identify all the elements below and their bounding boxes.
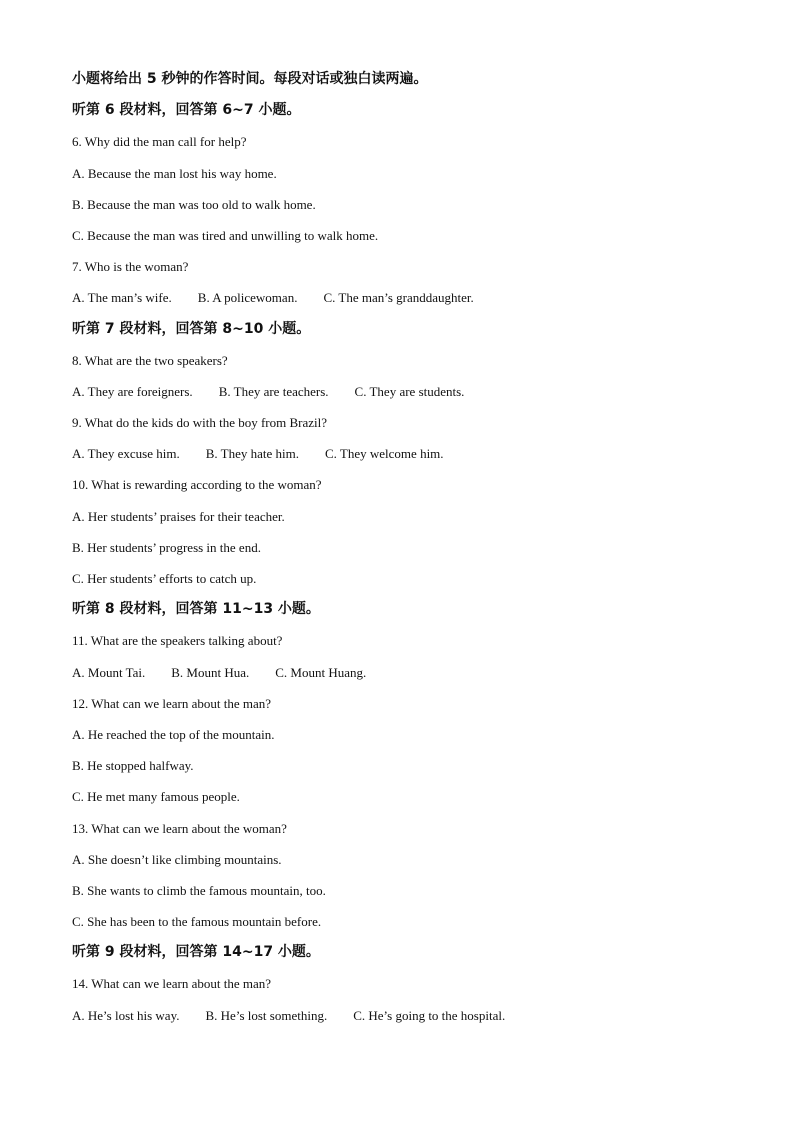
answer-option: C. They welcome him. [325, 446, 444, 462]
answer-option: A. She doesn’t like climbing mountains. [72, 851, 282, 867]
question-text: 8. What are the two speakers? [72, 352, 228, 368]
answer-option: B. They are teachers. [218, 383, 329, 399]
options-row [72, 657, 732, 688]
options-row [72, 1000, 732, 1031]
answer-option: C. Mount Huang. [275, 664, 367, 680]
answer-option: A. He reached the top of the mountain. [72, 726, 275, 742]
answer-option: B. Because the man was too old to walk home. [72, 196, 316, 212]
answer-option: C. They are students. [354, 383, 465, 399]
options-row [72, 376, 732, 407]
options-row [72, 438, 732, 469]
answer-option: A. Mount Tai. [72, 664, 146, 680]
answer-option: B. Mount Hua. [171, 664, 250, 680]
question-text: 10. What is rewarding according to the woman? [72, 477, 322, 493]
answer-option: B. They hate him. [205, 446, 299, 462]
answer-option: A. The man’s wife. [72, 290, 172, 306]
answer-option: B. She wants to climb the famous mountain, too. [72, 882, 326, 898]
answer-option: C. He’s going to the hospital. [353, 1007, 506, 1023]
section-heading: 听第 9 段材料，回答第 14~17 小题。 [72, 944, 320, 961]
answer-option: C. He met many famous people. [72, 789, 240, 805]
answer-option: C. Her students’ efforts to catch up. [72, 571, 257, 586]
question-text: 9. What do the kids do with the boy from Brazil? [72, 415, 328, 431]
answer-option: A. They are foreigners. [72, 383, 193, 399]
question-text: 12. What can we learn about the man? [72, 695, 272, 711]
answer-option: A. He’s lost his way. [72, 1007, 180, 1023]
answer-option: C. Because the man was tired and unwilling to walk home. [72, 227, 379, 243]
question-text: 14. What can we learn about the man? [72, 976, 272, 992]
question-text: 13. What can we learn about the woman? [72, 820, 287, 836]
answer-option: A. They excuse him. [72, 446, 180, 462]
intro-text: 小题将给出 5 秒钟的作答时间。每段对话或独白读两遍。 [72, 71, 428, 87]
question-text: 11. What are the speakers talking about? [72, 633, 283, 649]
section-heading: 听第 8 段材料，回答第 11~13 小题。 [72, 601, 320, 618]
answer-option: C. She has been to the famous mountain before. [72, 914, 322, 930]
options-row [72, 282, 732, 313]
question-text: 6. Why did the man call for help? [72, 134, 247, 150]
answer-option: B. A policewoman. [197, 290, 298, 306]
section-heading: 听第 6 段材料，回答第 6~7 小题。 [72, 102, 301, 119]
answer-option: A. Because the man lost his way home. [72, 165, 277, 181]
answer-option: A. Her students’ praises for their teacher. [72, 508, 285, 524]
section-heading: 听第 7 段材料，回答第 8~10 小题。 [72, 320, 311, 337]
answer-option: B. Her students’ progress in the end. [72, 539, 261, 555]
sections-container [72, 95, 732, 1031]
question-text: 7. Who is the woman? [72, 259, 189, 275]
answer-option: B. He’s lost something. [205, 1007, 328, 1023]
answer-option: B. He stopped halfway. [72, 758, 194, 774]
answer-option: C. The man’s granddaughter. [323, 290, 474, 306]
document-page [72, 64, 732, 1031]
